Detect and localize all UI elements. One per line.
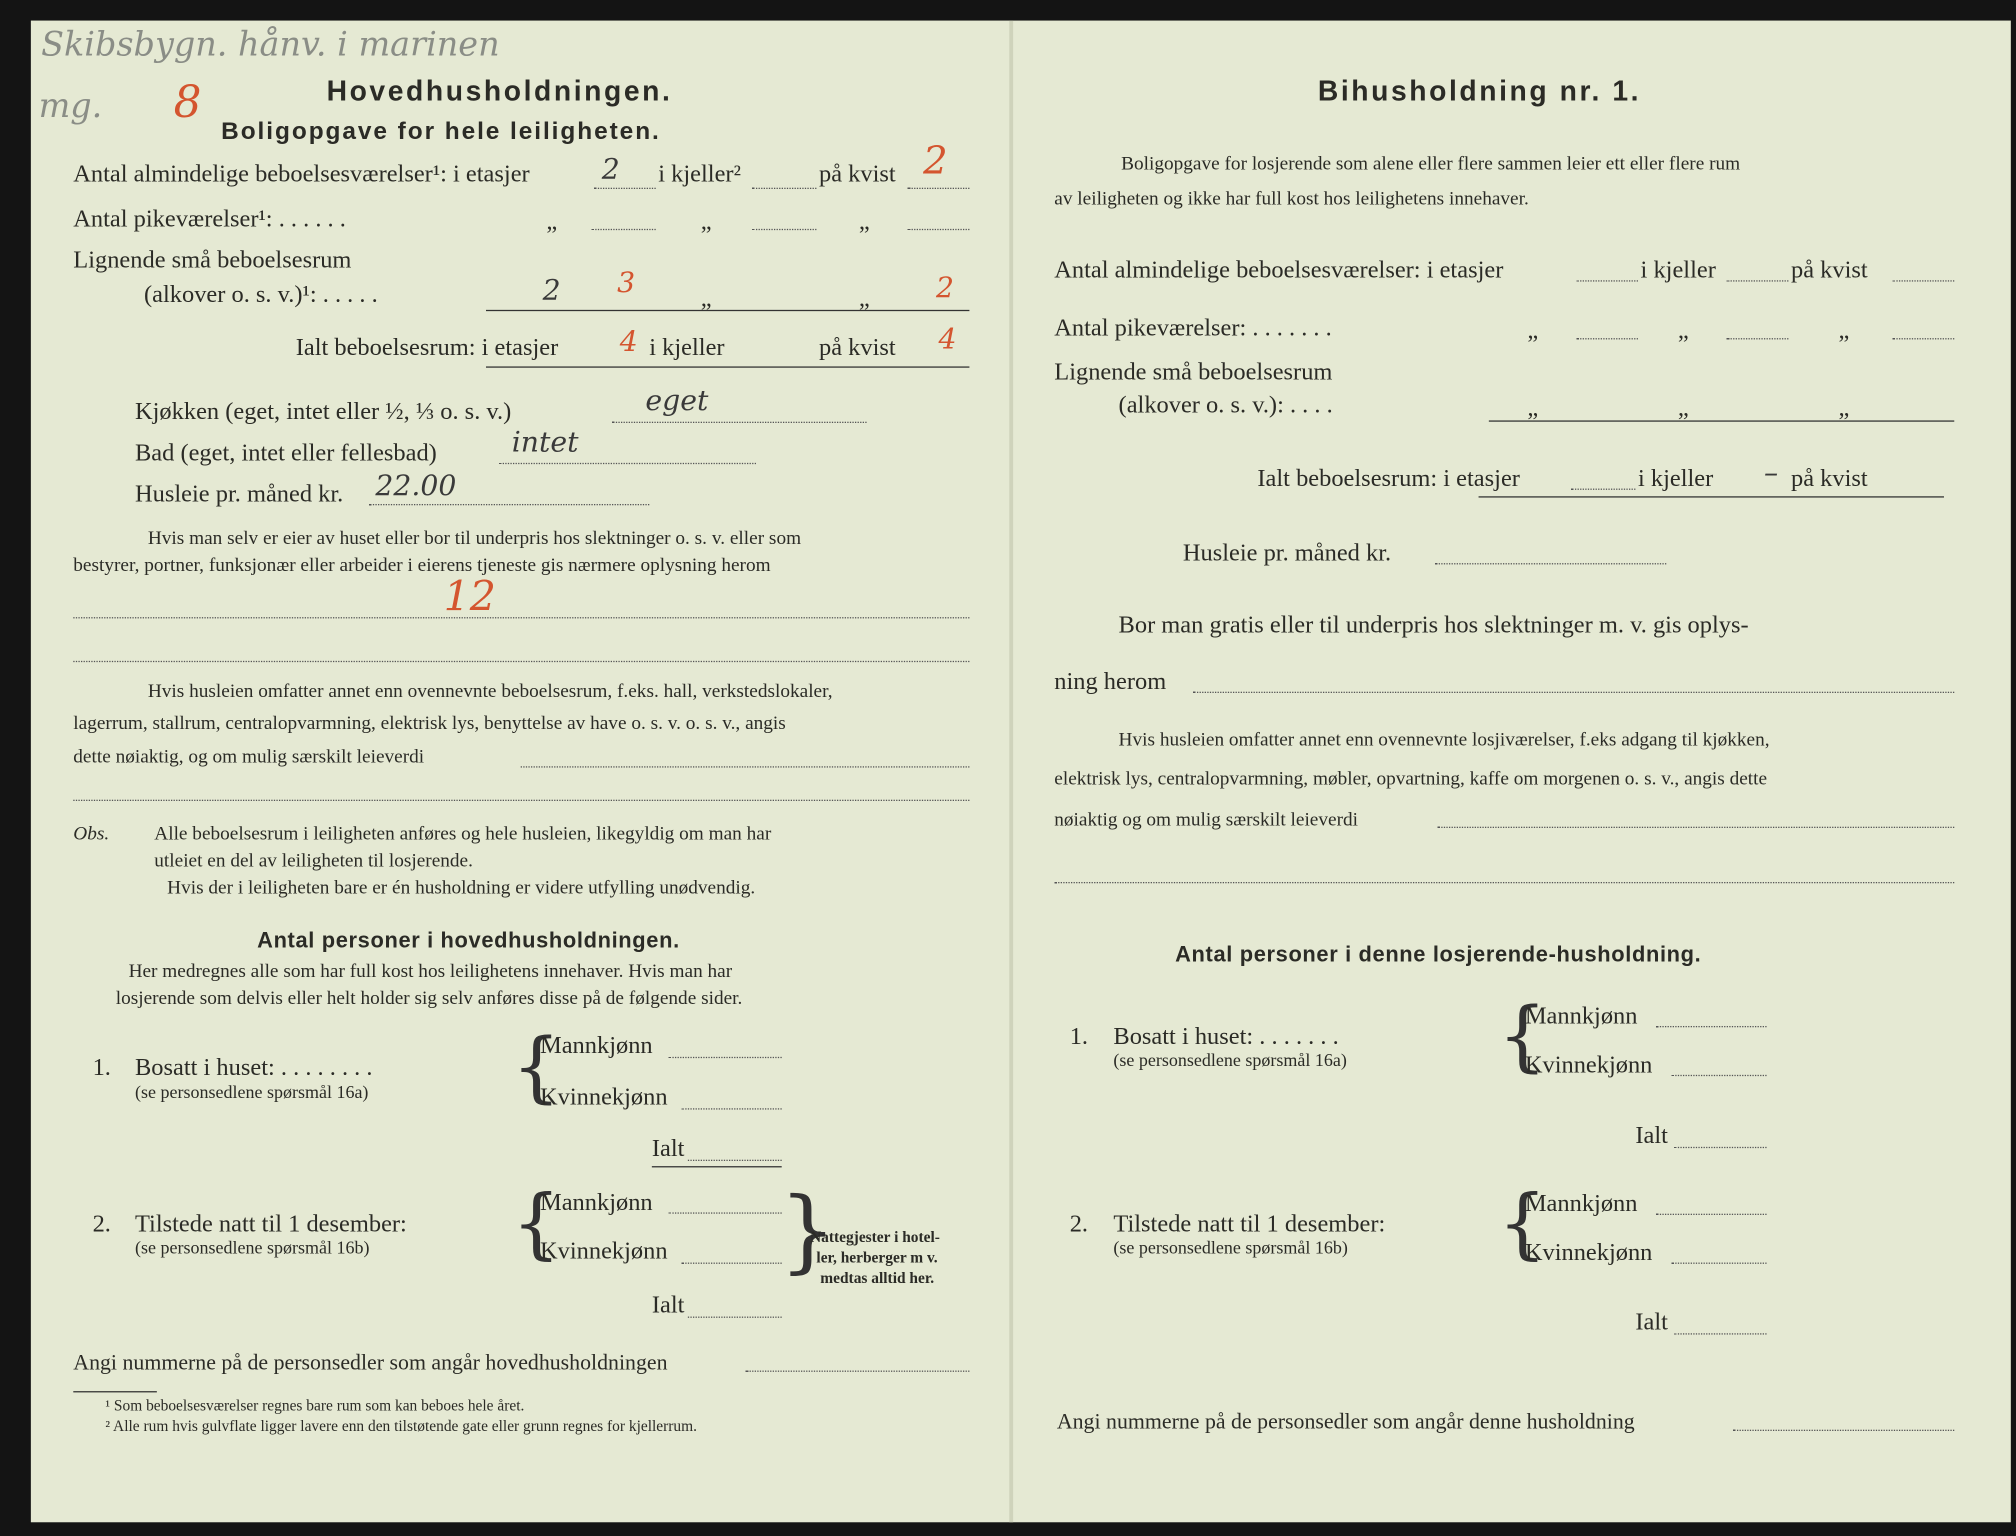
right-row1-kjeller: i kjeller (1640, 257, 1716, 285)
fill-in-line (1054, 882, 1954, 883)
row4-label: Ialt beboelsesrum: i etasjer (295, 334, 559, 362)
right-row4-kvist: på kvist (1790, 465, 1868, 493)
right-row3-label2: (alkover o. s. v.): . . . . (1118, 392, 1333, 420)
fill-in-line (591, 229, 655, 230)
row3-etasjer-value: 2 (542, 275, 561, 308)
row4-etasjer-value: 4 (619, 326, 638, 359)
husleie-label: Husleie pr. måned kr. (134, 480, 344, 508)
q1-sub: (se personsedlene spørsmål 16a) (134, 1083, 369, 1104)
obs-line: Hvis der i leiligheten bare er én husholdning er videre utfylling unødvendig. (167, 878, 756, 899)
row1-kjeller-label: i kjeller² (658, 160, 741, 188)
fill-in-line (688, 1317, 782, 1318)
fill-in-line (1435, 563, 1666, 564)
husleie-value: 22.00 (375, 470, 457, 503)
row3-kvist-value: 2 (935, 272, 954, 305)
right-note: nøiaktig og om mulig særskilt leieverdi (1054, 809, 1359, 831)
q2-num: 2. (92, 1211, 111, 1239)
row2-label: Antal pikeværelser¹: . . . . . . (73, 205, 346, 233)
fill-in-line (1576, 280, 1638, 281)
fill-in-line (1674, 1333, 1767, 1334)
q1-num: 1. (92, 1054, 111, 1082)
fill-in-line (73, 800, 969, 801)
row1-kvist-label: på kvist (818, 160, 896, 188)
fill-in-line (688, 1160, 782, 1161)
row3-etasjer-correction: 3 (617, 267, 636, 300)
right-row4-label: Ialt beboelsesrum: i etasjer (1257, 465, 1520, 493)
ditto-mark: „ (858, 285, 870, 313)
ditto-mark: „ (546, 208, 558, 236)
row1-label: Antal almindelige beboelsesværelser¹: i etasjer (73, 160, 530, 188)
ditto-mark: „ (858, 208, 870, 236)
q2-side-note: ler, herberger m v. (816, 1248, 938, 1267)
ditto-mark: „ (1527, 394, 1539, 422)
fill-in-line (746, 1371, 970, 1372)
right-intro: av leiligheten og ikke har full kost hos leilighetens innehaver. (1054, 188, 1529, 210)
right-q2-mann: Mannkjønn (1524, 1190, 1638, 1218)
ditto-mark: „ (1838, 394, 1850, 422)
left-title: Hovedhusholdningen. (326, 74, 673, 107)
bad-value: intet (511, 426, 579, 459)
fill-in-line (73, 661, 969, 662)
right-note: Hvis husleien omfatter annet enn ovennevnte losjiværelser, f.eks adgang til kjøkken, (1118, 730, 1770, 751)
fill-in-line (1733, 1430, 1954, 1431)
q1-ialt: Ialt (651, 1135, 685, 1163)
fill-in-line (1656, 1214, 1767, 1215)
left-persons-title: Antal personer i hovedhusholdningen. (257, 928, 680, 953)
right-row3-label1: Lignende små beboelsesrum (1054, 358, 1333, 386)
brace: { (1497, 1178, 1547, 1269)
fill-in-line (669, 1057, 782, 1058)
fill-in-line (612, 422, 867, 423)
q1-label: Bosatt i huset: . . . . . . . . (134, 1054, 373, 1082)
right-q2-sub: (se personsedlene spørsmål 16b) (1113, 1239, 1348, 1259)
q2-sub: (se personsedlene spørsmål 16b) (134, 1239, 370, 1259)
fill-in-line (681, 1108, 781, 1109)
fill-in-line (1489, 420, 1954, 421)
right-husleie-label: Husleie pr. måned kr. (1182, 539, 1392, 567)
obs-line: Alle beboelsesrum i leiligheten anføres og hele husleien, likegyldig om man har (154, 824, 772, 845)
q2-side-note: medtas alltid her. (820, 1268, 935, 1287)
right-title: Bihusholdning nr. 1. (1317, 74, 1642, 107)
left-angi: Angi nummerne på de personsedler som angår hovedhusholdningen (73, 1349, 668, 1375)
row1-etasjer-value: 2 (601, 154, 620, 187)
right-q1-label: Bosatt i huset: . . . . . . . (1113, 1023, 1339, 1051)
q2-ialt: Ialt (651, 1292, 685, 1320)
fill-in-line (752, 229, 816, 230)
fill-in-line (652, 1166, 782, 1167)
q2-label: Tilstede natt til 1 desember: (134, 1211, 407, 1239)
fill-in-line (1727, 338, 1789, 339)
fill-in-line (594, 188, 656, 189)
right-note: elektrisk lys, centralopvarmning, møbler, opvartning, kaffe om morgenen o. s. v., angis dette (1054, 768, 1768, 790)
ditto-mark: „ (1838, 317, 1850, 345)
fill-in-line (73, 617, 969, 618)
ditto-mark: „ (1527, 317, 1539, 345)
ditto-mark: „ (1677, 394, 1689, 422)
persons-note: losjerende som delvis eller helt holder sig selv anføres disse på de følgende sider. (115, 988, 743, 1010)
fill-in-line (1674, 1147, 1767, 1148)
note2-line: Hvis husleien omfatter annet enn ovennevnte beboelsesrum, f.eks. hall, verkstedslokaler, (147, 681, 833, 702)
right-row4-kjeller-value: – (1763, 457, 1779, 490)
fill-in-line (486, 366, 969, 367)
obs-line: utleiet en del av leiligheten til losjerende. (154, 851, 473, 872)
note2-line: dette nøiaktig, og om mulig særskilt leieverdi (73, 746, 425, 768)
fill-in-line (1576, 338, 1638, 339)
fill-in-line (499, 463, 756, 464)
q2-side-note: Nattegjester i hotel- (809, 1227, 940, 1246)
fill-in-line (669, 1212, 782, 1213)
fill-in-line (752, 188, 816, 189)
right-gratis: ning herom (1054, 668, 1167, 696)
right-persons-title: Antal personer i denne losjerende-husholdning. (1175, 942, 1702, 967)
page-fold (1009, 21, 1013, 1523)
brace: { (1497, 991, 1547, 1082)
fill-in-line (1893, 338, 1955, 339)
fill-in-line (908, 229, 970, 230)
right-gratis: Bor man gratis eller til underpris hos slektninger m. v. gis oplys- (1118, 611, 1749, 639)
fill-in-line (1479, 496, 1944, 497)
q2-mann: Mannkjønn (539, 1189, 653, 1217)
right-q1-num: 1. (1069, 1023, 1089, 1051)
q1-mann: Mannkjønn (539, 1032, 653, 1060)
left-subtitle: Boligopgave for hele leiligheten. (221, 118, 661, 146)
ditto-mark: „ (700, 208, 712, 236)
fill-in-line (1671, 1075, 1766, 1076)
fill-in-line (369, 504, 649, 505)
q1-kvinne: Kvinnekjønn (539, 1083, 668, 1111)
note1-line: bestyrer, portner, funksjonær eller arbeider i eierens tjeneste gis nærmere oplysning herom (73, 555, 771, 576)
fill-in-line (1727, 280, 1789, 281)
fill-in-line (1571, 489, 1635, 490)
right-q2-ialt: Ialt (1635, 1308, 1668, 1336)
right-row2-label: Antal pikeværelser: . . . . . . . (1054, 314, 1332, 342)
row3-label1: Lignende små beboelsesrum (73, 246, 352, 274)
red-number: 8 (173, 77, 202, 129)
brace: { (511, 1022, 561, 1113)
note1-line: Hvis man selv er eier av huset eller bor til underpris hos slektninger o. s. v. eller som (147, 528, 802, 549)
persons-note: Her medregnes alle som har full kost hos leilighetens innehaver. Hvis man har (128, 961, 733, 983)
kjokken-value: eget (645, 385, 709, 418)
right-q1-ialt: Ialt (1635, 1122, 1668, 1150)
right-row1-kvist: på kvist (1790, 257, 1868, 285)
right-row1-label: Antal almindelige beboelsesværelser: i etasjer (1054, 257, 1504, 285)
brace: } (779, 1177, 837, 1284)
fill-in-line (1193, 692, 1954, 693)
right-q1-mann: Mannkjønn (1524, 1002, 1638, 1030)
row4-kvist-value: 4 (938, 323, 957, 357)
right-intro: Boligopgave for losjerende som alene eller flere sammen leier ett eller flere rum (1121, 154, 1741, 175)
pencil-marital: mg. (38, 87, 103, 126)
fill-in-line (1671, 1263, 1766, 1264)
fill-in-line (1656, 1026, 1767, 1027)
row4-kvist-label: på kvist (818, 334, 896, 362)
right-q2-label: Tilstede natt til 1 desember: (1113, 1211, 1386, 1239)
fill-in-line (908, 188, 970, 189)
fill-in-line (1437, 827, 1954, 828)
right-row4-kjeller: i kjeller (1637, 465, 1714, 493)
right-q1-kvinne: Kvinnekjønn (1524, 1051, 1653, 1079)
row3-label2: (alkover o. s. v.)¹: . . . . . (143, 281, 378, 309)
kjokken-label: Kjøkken (eget, intet eller ½, ⅓ o. s. v.) (134, 398, 512, 426)
row1-kvist-value: 2 (923, 138, 948, 184)
fill-in-line (73, 1391, 157, 1392)
brace: { (511, 1178, 561, 1269)
fill-in-line (681, 1263, 781, 1264)
fill-in-line (1893, 280, 1955, 281)
note2-line: lagerrum, stallrum, centralopvarmning, elektrisk lys, benyttelse av have o. s. v. o. s. v., angis (73, 713, 786, 735)
right-q1-sub: (se personsedlene spørsmål 16a) (1113, 1051, 1347, 1071)
right-angi: Angi nummerne på de personsedler som angår denne husholdning (1056, 1409, 1635, 1434)
footnote: ¹ Som beboelsesværelser regnes bare rum som kan beboes hele året. (105, 1396, 525, 1415)
ditto-mark: „ (1677, 317, 1689, 345)
obs-label: Obs. (73, 824, 110, 845)
q2-kvinne: Kvinnekjønn (539, 1238, 668, 1266)
ditto-mark: „ (700, 285, 712, 313)
footnote: ² Alle rum hvis gulvflate ligger lavere enn den tilstøtende gate eller grunn regnes for kjellerrum. (105, 1416, 698, 1435)
right-q2-num: 2. (1069, 1211, 1089, 1239)
fill-in-line (521, 766, 970, 767)
red-number-2: 12 (443, 572, 496, 621)
fill-in-line (486, 310, 969, 311)
pencil-occupation: Skibsbygn. hånv. i marinen (41, 25, 500, 65)
row4-kjeller-label: i kjeller (649, 334, 725, 362)
bad-label: Bad (eget, intet eller fellesbad) (134, 439, 437, 467)
right-q2-kvinne: Kvinnekjønn (1524, 1239, 1653, 1267)
